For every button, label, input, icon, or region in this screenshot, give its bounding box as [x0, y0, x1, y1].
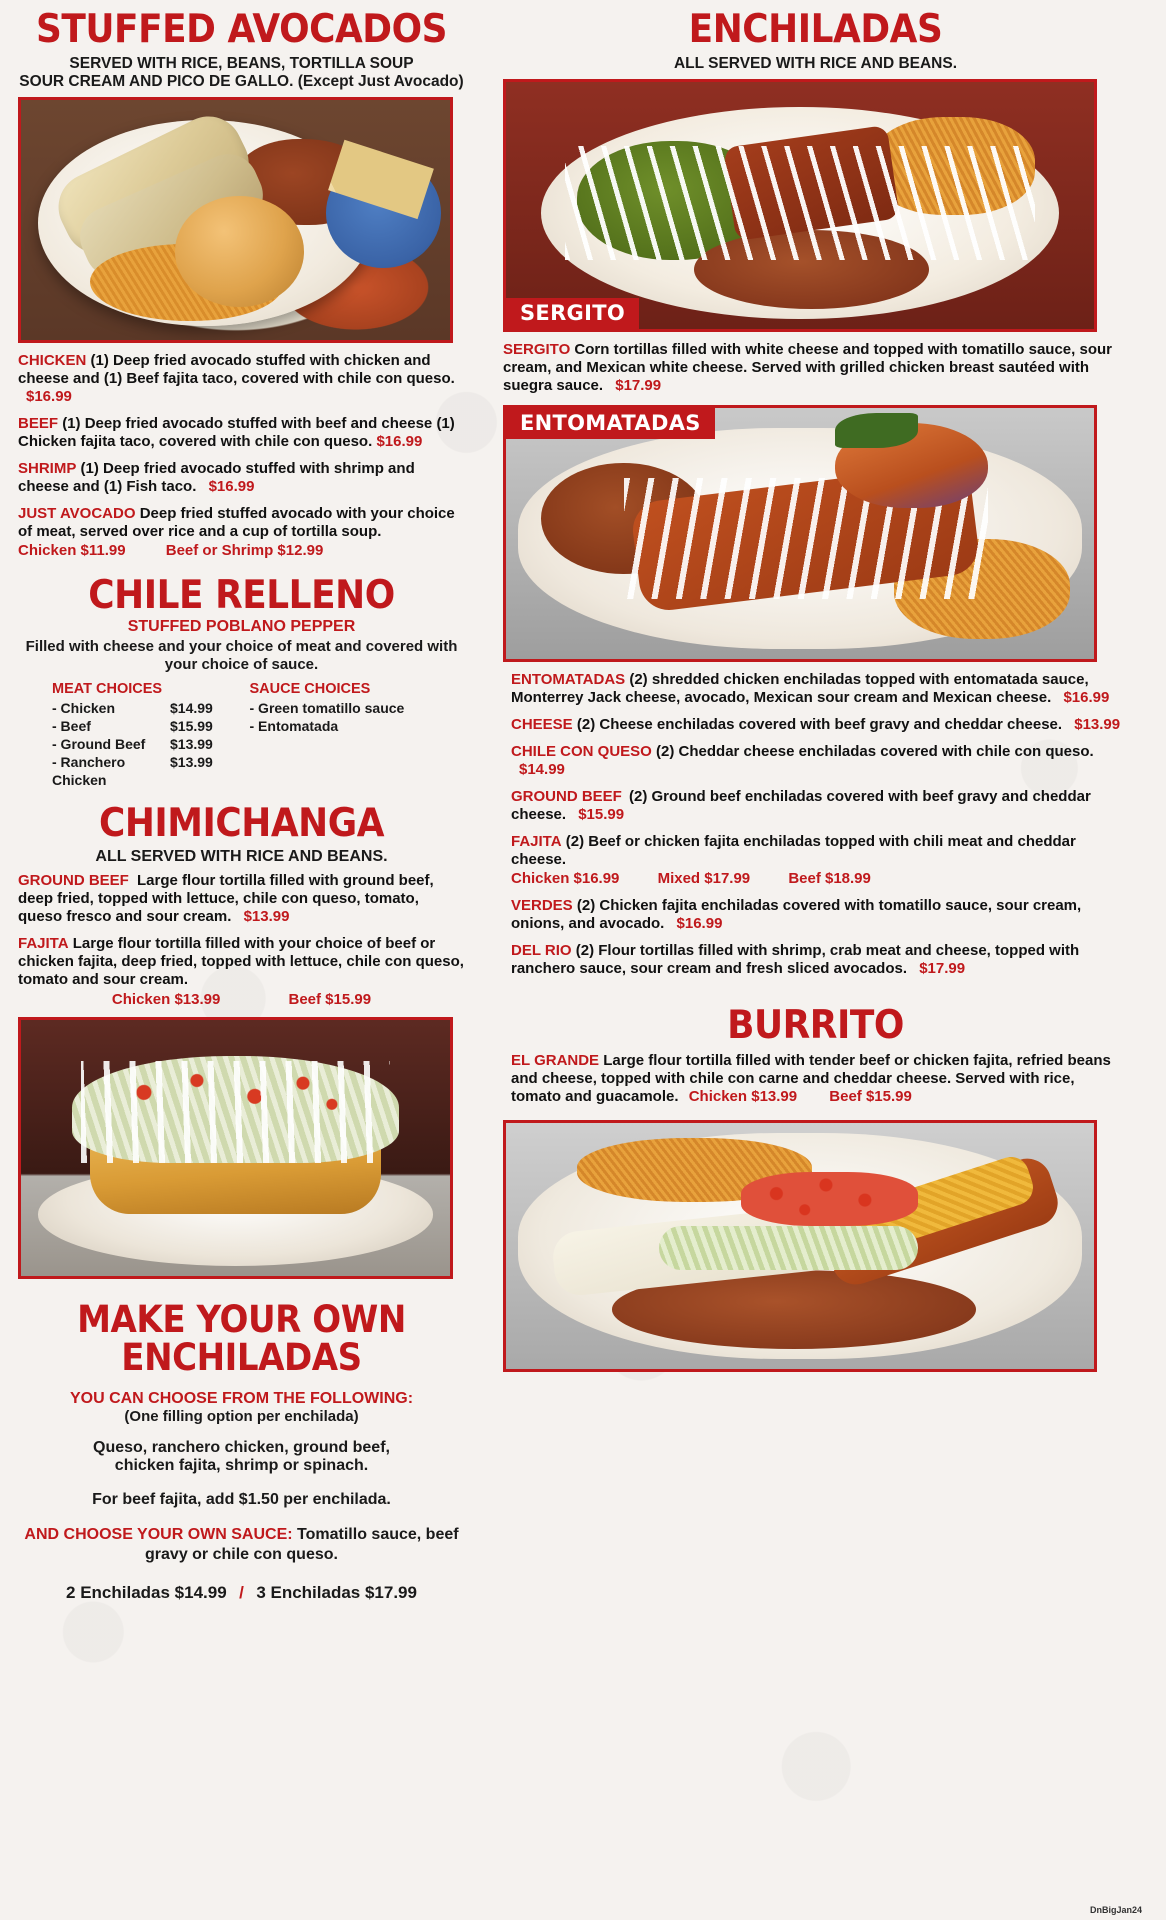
- menu-item-entomatadas: [511, 671, 1128, 707]
- chile-relleno-subtitle: STUFFED POBLANO PEPPER: [127, 618, 356, 636]
- item-price: $16.99: [1063, 689, 1110, 707]
- meat-choice-row: [52, 718, 250, 736]
- menu-item-del-rio: [511, 942, 1128, 978]
- meat-choice-row: [52, 754, 250, 790]
- item-desc: (1) Deep fried avocado stuffed with shrimp and cheese and (1) Fish taco.: [18, 460, 415, 496]
- stuffed-avocados-subtitle-line2: SOUR CREAM AND PICO DE GALLO. (Except Just Avocado): [19, 73, 464, 91]
- item-desc: (1) Deep fried avocado stuffed with beef and cheese (1) Chicken fajita taco, covered with chile con queso.: [18, 415, 455, 451]
- item-desc: Large flour tortilla filled with tender beef or chicken fajita, refried beans and cheese, topped with chile con carne and cheddar cheese. Served with rice, tomato and guacamole.: [511, 1051, 1111, 1105]
- section-chile-relleno: [18, 573, 465, 790]
- page-title-chimichanga: CHIMICHANGA: [98, 801, 385, 846]
- right-column: [473, 7, 1128, 1914]
- page-title-stuffed-avocados: STUFFED AVOCADOS: [35, 7, 448, 52]
- item-price-chicken: Chicken $13.99: [111, 990, 221, 1008]
- menu-item-chile-con-queso: [511, 743, 1128, 779]
- item-name: SERGITO: [503, 341, 571, 359]
- item-price: $14.99: [519, 761, 565, 779]
- item-name: JUST AVOCADO: [18, 505, 136, 523]
- sauce-name: - Green tomatillo sauce: [249, 700, 405, 717]
- chile-relleno-choices: [18, 681, 465, 790]
- sauce-name: - Entomatada: [249, 718, 339, 735]
- item-name: FAJITA: [511, 833, 562, 851]
- item-desc: Large flour tortilla filled with ground beef, deep fried, topped with lettuce, chile con queso, tomato, queso fresco and sour cream.: [18, 871, 434, 925]
- item-desc: (2) shredded chicken enchiladas topped with entomatada sauce, Monterrey Jack cheese, avocado, Mexican sour cream and Mexican cheese.: [511, 671, 1089, 707]
- item-desc: (2) Beef or chicken fajita enchiladas topped with chili meat and cheddar cheese.: [511, 833, 1076, 869]
- sauce-choices-heading: SAUCE CHOICES: [249, 681, 371, 698]
- photo-stuffed-avocados: [18, 97, 453, 343]
- make-your-own-sauce-text: Tomatillo sauce, beef gravy or chile con queso.: [145, 1526, 459, 1564]
- item-price-chicken: Chicken $16.99: [511, 870, 620, 888]
- item-name: GROUND BEEF: [18, 871, 129, 889]
- meat-name: - Beef: [52, 718, 91, 735]
- price-three-enchiladas: 3 Enchiladas $17.99: [256, 1583, 417, 1603]
- menu-item-avocado-chicken: [18, 352, 465, 406]
- item-name: EL GRANDE: [511, 1051, 600, 1069]
- chile-relleno-description: Filled with cheese and your choice of meat and covered with your choice of sauce.: [25, 638, 458, 673]
- meat-choice-row: [52, 700, 250, 718]
- chimichanga-subtitle: ALL SERVED WITH RICE AND BEANS.: [95, 847, 388, 865]
- item-price-beef-shrimp: Beef or Shrimp $12.99: [165, 542, 324, 560]
- item-price: $16.99: [676, 915, 723, 933]
- menu-item-verdes: [511, 897, 1128, 933]
- item-name: CHILE CON QUESO: [511, 743, 652, 761]
- photo-burrito: [503, 1120, 1097, 1372]
- item-desc: (2) Cheddar cheese enchiladas covered with chile con queso.: [656, 743, 1094, 761]
- item-name: CHEESE: [511, 716, 573, 734]
- stuffed-avocados-subtitle-line1: SERVED WITH RICE, BEANS, TORTILLA SOUP: [69, 54, 414, 72]
- page-title-make-your-own: MAKE YOUR OWN ENCHILADAS: [77, 1297, 406, 1379]
- item-desc: (1) Deep fried avocado stuffed with chicken and cheese and (1) Beef fajita taco, covered with chile con queso.: [18, 352, 455, 388]
- menu-item-avocado-shrimp: [18, 460, 465, 496]
- photo-label-entomatadas: ENTOMATADAS: [506, 408, 715, 439]
- make-your-own-choose-note: (One filling option per enchilada): [124, 1408, 359, 1426]
- photo-label-sergito: SERGITO: [506, 298, 639, 329]
- item-price: $16.99: [376, 433, 423, 451]
- item-name: FAJITA: [18, 934, 69, 952]
- menu-item-chimichanga-ground-beef: [18, 872, 465, 926]
- meat-choices-column: [52, 681, 250, 790]
- make-your-own-fillings-line2: chicken fajita, shrimp or spinach.: [114, 1457, 369, 1475]
- meat-choices-heading: MEAT CHOICES: [52, 681, 163, 698]
- item-price-mixed: Mixed $17.99: [657, 870, 751, 888]
- item-name: GROUND BEEF: [511, 788, 622, 806]
- item-price: $16.99: [208, 478, 255, 496]
- sauce-choice-row: [250, 700, 448, 718]
- meat-name: - Ground Beef: [52, 736, 146, 753]
- make-your-own-sauce-heading: AND CHOOSE YOUR OWN SAUCE:: [24, 1526, 293, 1544]
- meat-choice-row: [52, 736, 250, 754]
- menu-item-cheese: [511, 716, 1128, 734]
- meat-price: $13.99: [170, 736, 213, 753]
- meat-price: $14.99: [170, 700, 213, 717]
- item-desc: Large flour tortilla filled with your choice of beef or chicken fajita, deep fried, topped with lettuce, chile con queso, tomato and sour cream.: [18, 934, 464, 988]
- make-your-own-choose-heading: YOU CAN CHOOSE FROM THE FOLLOWING:: [69, 1390, 414, 1408]
- sauce-choice-row: [250, 718, 448, 736]
- item-desc: Corn tortillas filled with white cheese and topped with tomatillo sauce, sour cream, and Mexican white cheese. Served with grilled chicken breast sautéed with suegra sauce.: [503, 341, 1112, 395]
- photo-chimichanga: [18, 1017, 453, 1279]
- menu-item-el-grande: [503, 1052, 1128, 1106]
- item-name: ENTOMATADAS: [511, 671, 626, 689]
- meat-price: $15.99: [170, 718, 213, 735]
- make-your-own-beef-fajita-note: For beef fajita, add $1.50 per enchilada.: [92, 1491, 391, 1509]
- item-name: VERDES: [511, 897, 573, 915]
- item-price-beef: Beef $18.99: [788, 870, 871, 888]
- menu-item-just-avocado: [18, 505, 465, 560]
- menu-item-sergito: [503, 341, 1128, 395]
- photo-entomatadas: [503, 405, 1097, 662]
- item-price-chicken: Chicken $13.99: [688, 1087, 798, 1105]
- item-name: DEL RIO: [511, 942, 572, 960]
- menu-item-chimichanga-fajita: [18, 935, 465, 1009]
- left-column: [18, 7, 473, 1914]
- item-price: $15.99: [578, 806, 625, 824]
- item-desc: (2) Flour tortillas filled with shrimp, crab meat and cheese, topped with ranchero sauce, sour cream and fresh sliced avocados.: [511, 942, 1080, 978]
- page-title-chile-relleno: CHILE RELLENO: [88, 573, 395, 619]
- item-price: $13.99: [1074, 716, 1121, 734]
- meat-name: - Chicken: [52, 700, 116, 717]
- menu-item-fajita: [511, 833, 1128, 888]
- item-desc: (2) Cheese enchiladas covered with beef gravy and cheddar cheese.: [576, 716, 1063, 734]
- page-title-enchiladas: ENCHILADAS: [688, 7, 943, 52]
- section-stuffed-avocados: [18, 7, 465, 560]
- item-name: CHICKEN: [18, 352, 87, 370]
- item-price: $17.99: [615, 377, 662, 395]
- item-desc: (2) Chicken fajita enchiladas covered with tomatillo sauce, sour cream, onions, and avocado.: [511, 897, 1082, 933]
- item-price: $13.99: [243, 907, 290, 925]
- item-price-chicken: Chicken $11.99: [18, 542, 126, 560]
- sauce-choices-column: [250, 681, 448, 790]
- menu-item-avocado-beef: [18, 415, 465, 451]
- item-price-beef: Beef $15.99: [288, 990, 372, 1008]
- make-your-own-fillings-line1: Queso, ranchero chicken, ground beef,: [93, 1439, 390, 1457]
- page-title-burrito: BURRITO: [727, 1003, 904, 1049]
- item-desc: Deep fried stuffed avocado with your choice of meat, served over rice and a cup of tortilla soup.: [18, 505, 455, 541]
- price-two-enchiladas: 2 Enchiladas $14.99: [66, 1583, 227, 1603]
- section-enchiladas: [503, 7, 1128, 978]
- meat-price: $13.99: [170, 754, 213, 771]
- footer-credit: DnBigJan24: [1089, 1905, 1142, 1915]
- item-price: $17.99: [919, 960, 966, 978]
- section-chimichanga: [18, 801, 465, 1279]
- item-name: SHRIMP: [18, 460, 77, 478]
- section-burrito: [503, 1003, 1128, 1372]
- item-price: $16.99: [26, 388, 72, 406]
- price-separator: /: [239, 1583, 244, 1603]
- item-price-beef: Beef $15.99: [829, 1087, 912, 1105]
- item-name: BEEF: [18, 415, 59, 433]
- item-desc: (2) Ground beef enchiladas covered with beef gravy and cheddar cheese.: [511, 788, 1091, 824]
- menu-item-ground-beef: [511, 788, 1128, 824]
- photo-sergito: [503, 79, 1097, 332]
- meat-name: - Ranchero Chicken: [52, 754, 126, 789]
- section-make-your-own-enchiladas: [18, 1297, 465, 1603]
- enchiladas-subtitle: ALL SERVED WITH RICE AND BEANS.: [673, 54, 958, 72]
